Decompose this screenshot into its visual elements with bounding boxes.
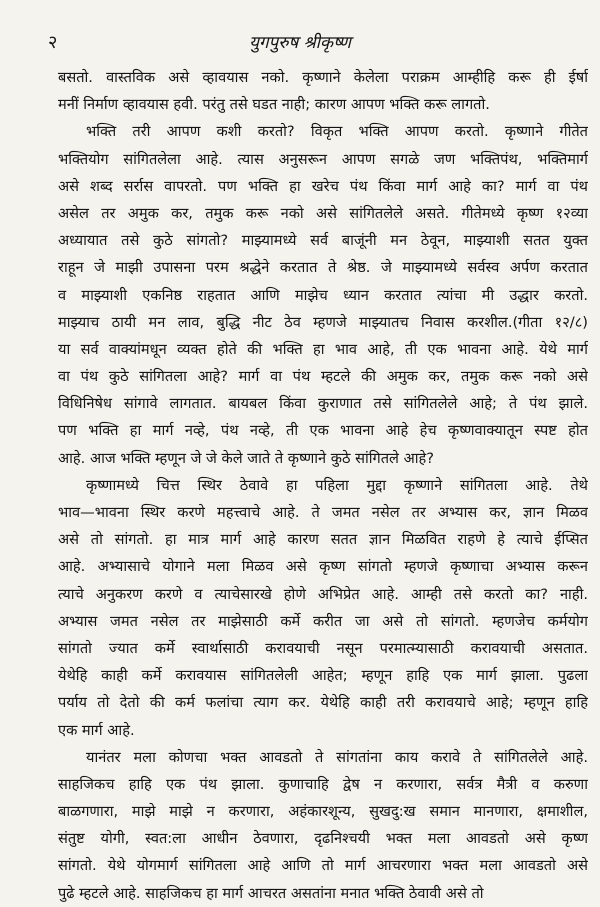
text-line: पण भक्ति हा मार्ग नव्हे, पंथ नव्हे, ती एक भावना आहे हेच कृष्णवाक्यातून स्पष्ट होत: [58, 422, 588, 440]
text-line: पर्याय तो देतो की कर्म फलांचा त्याग कर. येथेहि काही तरी करावयाचे आहे; म्हणून हाहि: [58, 694, 588, 712]
text-line: सांगतो. येथे योगमार्ग सांगितला आहे आणि तो मार्ग आचरणारा भक्त मला आवडतो असे: [58, 857, 588, 875]
text-line: वा पंथ कुठे सांगितला आहे? मार्ग वा पंथ म्हटले की अमुक कर, तमुक करू नको असे: [58, 368, 588, 386]
text-line: कृष्णामध्ये चित्त स्थिर ठेवावे हा पहिला मुद्दा कृष्णाने सांगितला आहे. तेथे: [86, 476, 588, 494]
page-number: २: [48, 32, 58, 53]
text-line: व माझ्याशी एकनिष्ठ राहतात आणि माझेच ध्यान करतात त्यांचा मी उद्धार करतो.: [58, 286, 588, 304]
text-line: या सर्व वाक्यांमधून व्यक्त होते की भक्ति हा भाव आहे, ती एक भावना आहे. येथे मार्ग: [58, 340, 588, 358]
text-line: अभ्यास जमत नसेल तर माझेसाठी कर्मे करीत जा असे तो सांगतो. म्हणजेच कर्मयोग: [58, 612, 588, 630]
text-line: बसतो. वास्तविक असे व्हावयास नको. कृष्णाने केलेला पराक्रम आम्हीहि करू ही ईर्षा: [58, 69, 588, 86]
text-line: मनीं निर्माण व्हावयास हवी. परंतु तसे घडत नाही; कारण आपण भक्ति करू लागतो.: [58, 96, 490, 114]
body-text: [58, 64, 588, 907]
page-header: [0, 30, 600, 56]
text-line: असे शब्द सर्रास वापरतो. पण भक्ति हा खरेच पंथ किंवा मार्ग आहे का? मार्ग वा पंथ: [58, 177, 588, 195]
paragraph: [58, 744, 588, 907]
paragraph: [58, 64, 588, 118]
text-line: आहे. आज भक्ति म्हणून जे जे केले जाते ते कृष्णाने कुठे सांगितले आहे?: [58, 449, 434, 467]
text-line: संतुष्ट योगी, स्वत:ला आधीन ठेवणारा, दृढनिश्चयी भक्त मला आवडतो असे कृष्ण: [58, 830, 588, 848]
text-line: येथेहि काही कर्मे करावयास सांगितलेली आहेत; म्हणून हाहि एक मार्ग झाला. पुढला: [58, 667, 588, 685]
text-line: राहून जे माझी उपासना परम श्रद्धेने करतात ते श्रेष्ठ. जे माझ्यामध्ये सर्वस्व अर्पण करतात: [58, 259, 588, 277]
paragraph: [58, 118, 588, 471]
text-line: त्याचे अनुकरण करणे व त्याचेसारखे होणे अभिप्रेत आहे. आम्ही तसे करतो का? नाही.: [58, 585, 588, 603]
text-line: बाळगणारा, माझे माझे न करणारा, अहंकारशून्य, सुखदु:ख समान मानणारा, क्षमाशील,: [58, 803, 588, 821]
text-line: अध्यायात तसे कुठे सांगतो? माझ्यामध्ये सर्व बाजूंनी मन ठेवून, माझ्याशी सतत युक्त: [58, 232, 588, 250]
text-line: भक्तियोग सांगितलेला आहे. त्यास अनुसरून आपण सगळे जण भक्तिपंथ, भक्तिमार्ग: [58, 150, 588, 168]
running-title: युगपुरुष श्रीकृष्ण: [249, 33, 351, 53]
paragraph: [58, 472, 588, 744]
text-line: साहजिकच हाहि एक पंथ झाला. कुणाचाहि द्वेष न करणारा, सर्वत्र मैत्री व करुणा: [58, 775, 588, 793]
text-line: भाव—भावना स्थिर करणे महत्त्वाचे आहे. ते जमत नसेल तर अभ्यास कर, ज्ञान मिळव: [58, 504, 588, 521]
text-line: आहे. अभ्यासाचे योगाने मला मिळव असे कृष्ण सांगतो म्हणजे कृष्णाचा अभ्यास करून: [58, 558, 588, 576]
text-line: असेल तर अमुक कर, तमुक करू नको असे सांगितलेले असते. गीतेमध्ये कृष्ण १२व्या: [58, 204, 588, 222]
text-line: भक्ति तरी आपण कशी करतो? विकृत भक्ति आपण करतो. कृष्णाने गीतेत: [86, 123, 588, 141]
text-line: असे तो सांगतो. हा मात्र मार्ग आहे कारण सतत ज्ञान मिळवित राहणे हे त्याचे ईप्सित: [58, 531, 588, 549]
text-line: विधिनिषेध सांगावे लागतात. बायबल किंवा कुराणात तसे सांगितलेले आहे; ते पंथ झाले.: [58, 395, 588, 413]
text-line: पुढे म्हटले आहे. साहजिकच हा मार्ग आचरत असतांना मनात भक्ति ठेवावी असे तो: [58, 884, 484, 902]
text-line: एक मार्ग आहे.: [58, 721, 135, 739]
text-line: सांगतो ज्यात कर्मे स्वार्थासाठी करावयाची नसून परमात्म्यासाठी करावयाची असतात.: [58, 639, 588, 657]
text-line: माझ्याच ठायी मन लाव, बुद्धि नीट ठेव म्हणजे माझ्यातच निवास करशील.(गीता १२/८): [58, 313, 588, 331]
text-line: यानंतर मला कोणचा भक्त आवडतो ते सांगतांना काय करावे ते सांगितलेले आहे.: [86, 748, 588, 766]
